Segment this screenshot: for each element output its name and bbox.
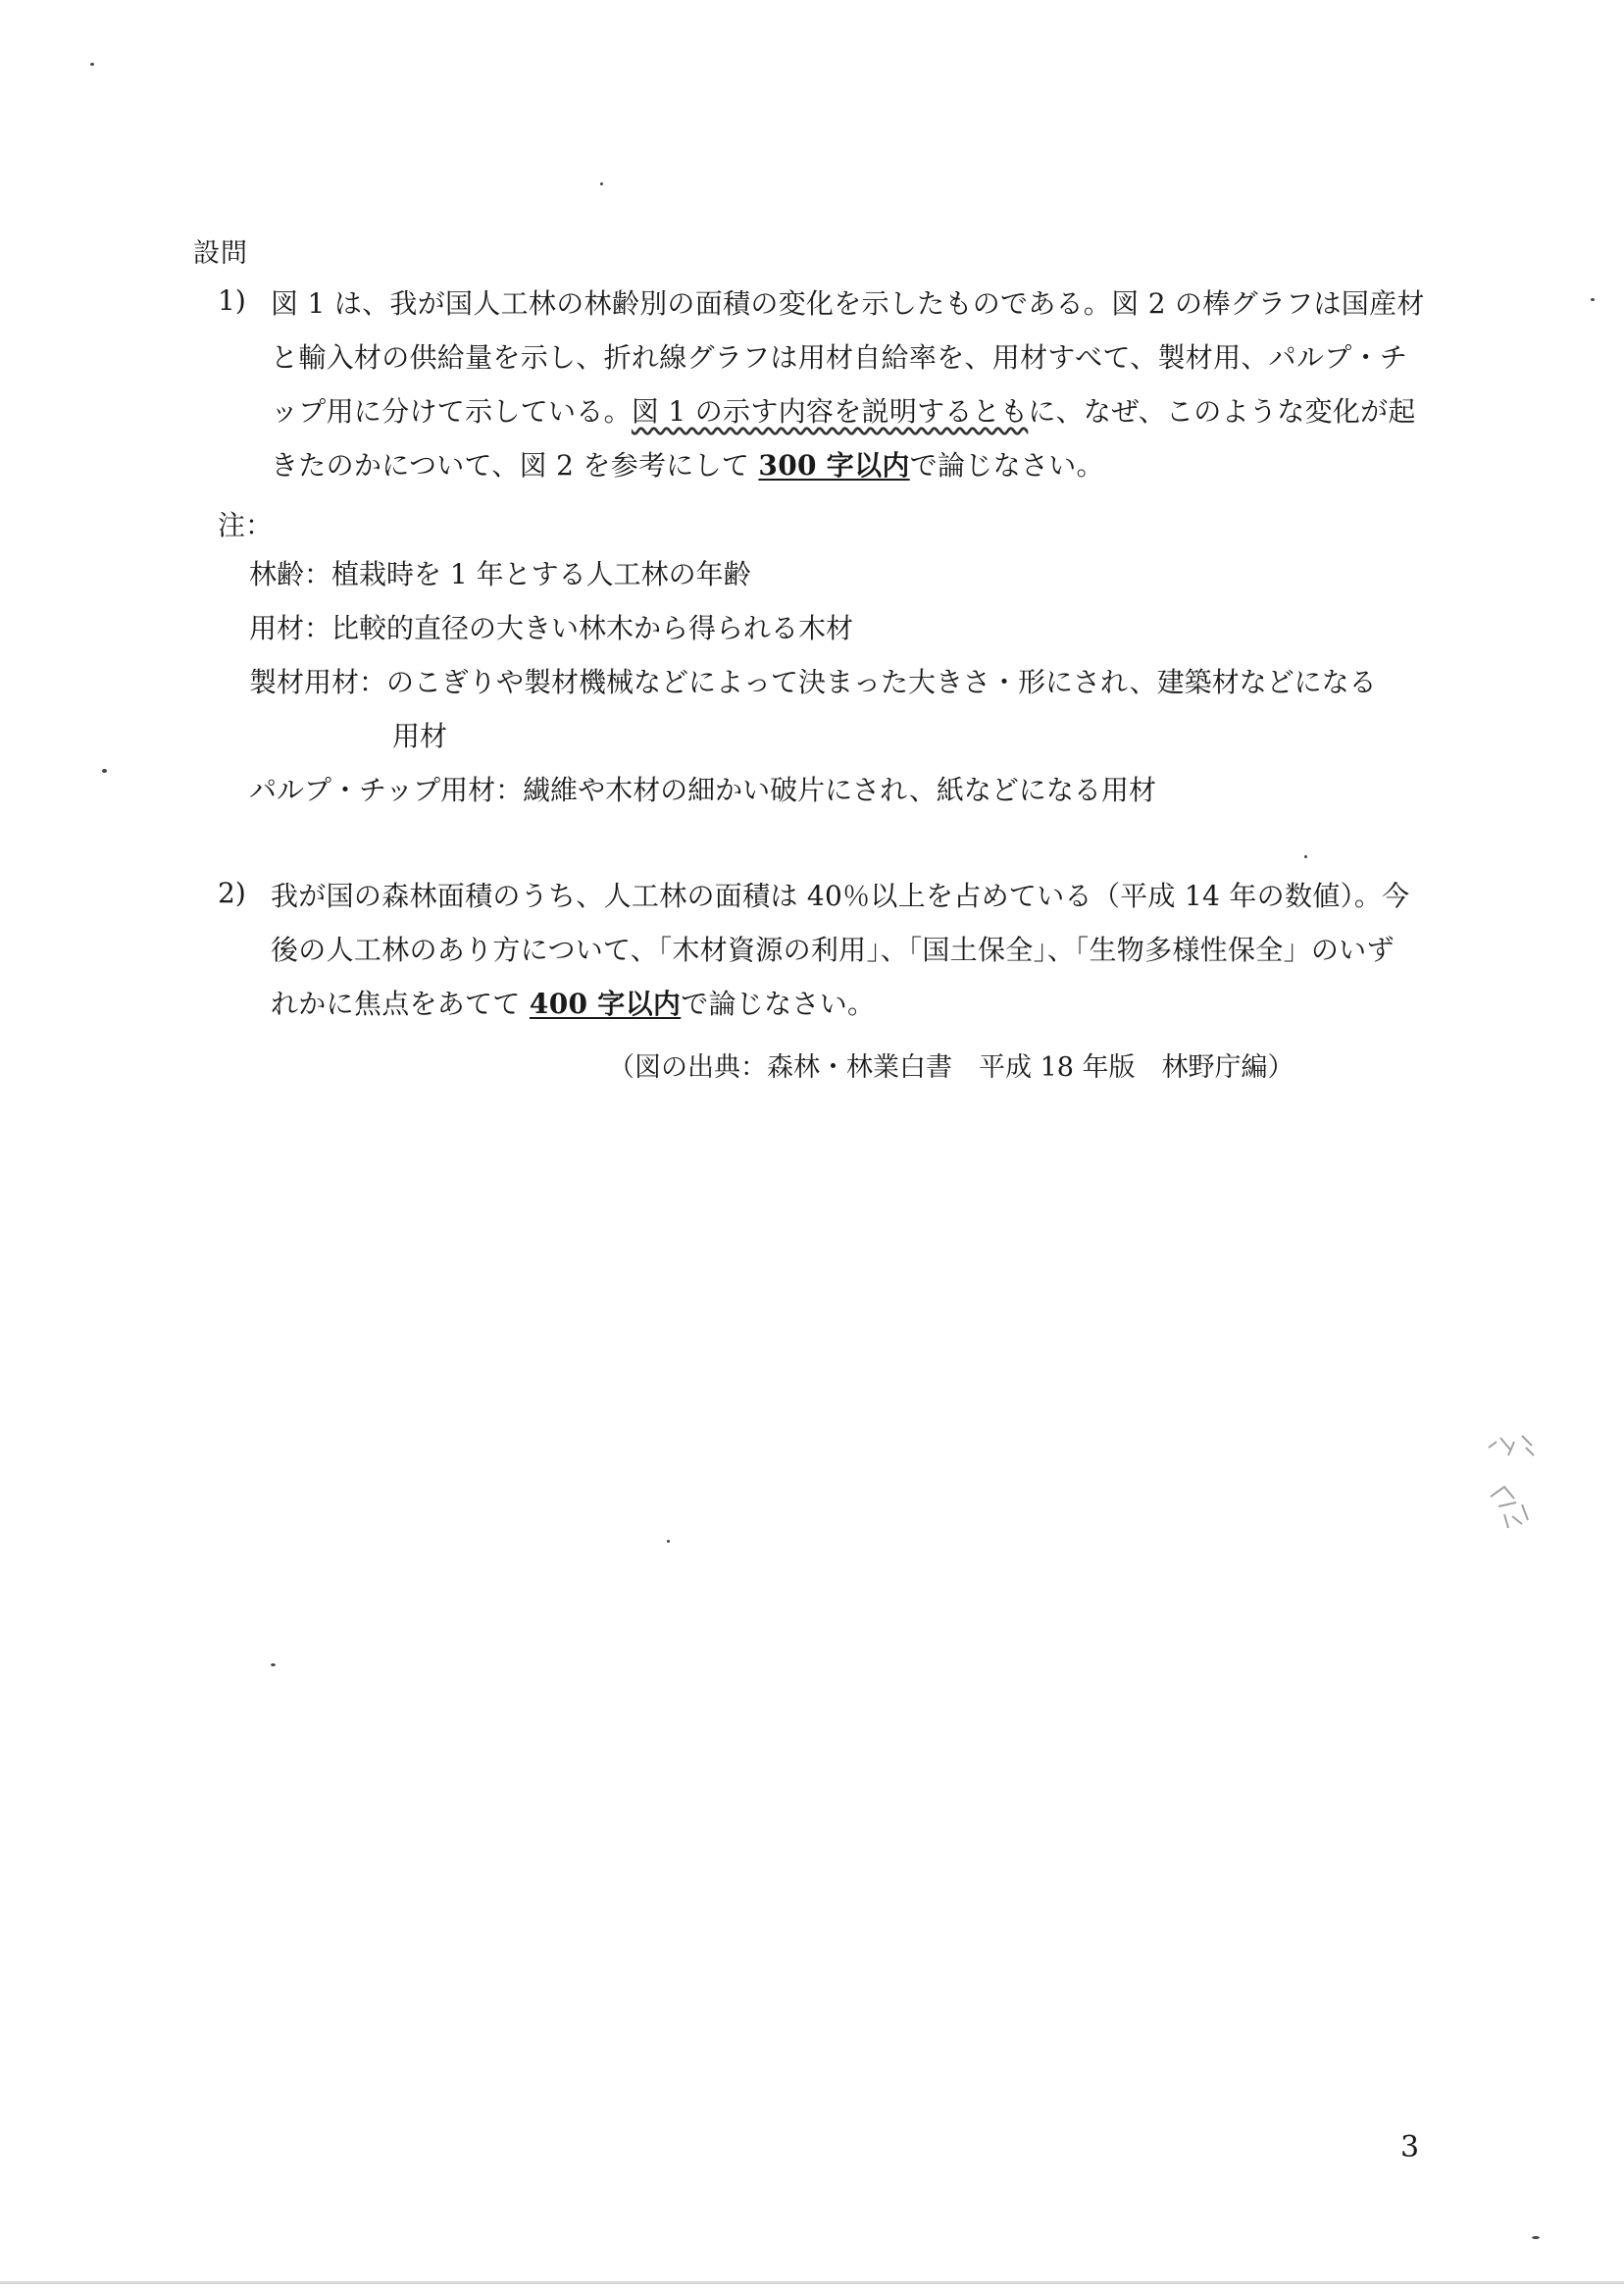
question-2-line-2: 後の人工林のあり方について、「木材資源の利用」、「国土保全」、「生物多様性保全」のいず [271,934,1395,966]
question-1-line-3-c: に、なぜ、このような変化が起 [1028,395,1416,428]
question-1-line-4 [271,446,1457,500]
question-1-text [271,284,1457,500]
question-1-number: 1) [218,284,246,317]
question-2-line-3-b: で論じなさい。 [681,988,876,1020]
note-stand-age: 林齢：植栽時を 1 年とする人工林の年齢 [249,558,751,590]
scan-bottom-edge [0,2281,1624,2284]
question-2-line-3-a: れかに焦点をあてて [271,988,530,1020]
note-sawn-timber: 製材用材：のこぎりや製材機械などによって決まった大きさ・形にされ、建築材などになる [249,666,1377,698]
notes-list [249,555,1475,825]
scan-speck [600,182,603,185]
question-1-word-limit: 300 字以内 [758,449,910,482]
question-2-line-1: 我が国の森林面積のうち、人工林の面積は 40％以上を占めている（平成 14 年の数値）。今 [271,880,1410,912]
question-2-word-limit: 400 字以内 [529,988,682,1020]
note-timber: 用材：比較的直径の大きい林木から得られる木材 [249,612,854,644]
scan-speck [667,1540,670,1543]
question-1-line-3-a: ップ用に分けて示している。 [271,395,632,428]
figure-source-citation: （図の出典：森林・林業白書 平成 18 年版 林野庁編） [608,1052,1294,1083]
question-1-line-3 [271,392,1457,446]
scan-speck [1304,855,1307,858]
question-1-line-4-b: で論じなさい。 [909,449,1104,482]
faint-stamp-mark [1479,1428,1548,1536]
section-heading: 設問 [193,238,248,269]
scan-speck [102,769,107,773]
question-1-line-4-a: きたのかについて、図 2 を参考にして [271,449,759,482]
question-2-text [271,877,1457,1039]
question-1-wavy-underlined-phrase: 図 1 の示す内容を説明するとも [631,395,1029,428]
scan-speck [271,1663,276,1666]
question-1-line-2: と輸入材の供給量を示し、折れ線グラフは用材自給率を、用材すべて、製材用、パルプ・チ [271,341,1408,374]
note-sawn-timber-continued: 用材 [392,720,448,752]
page-number: 3 [1400,2130,1420,2165]
note-pulp-chip: パルプ・チップ用材：繊維や木材の細かい破片にされ、紙などになる用材 [249,774,1156,806]
scan-speck [90,63,94,66]
question-2-line-3 [271,985,1457,1039]
question-2-number: 2) [218,877,246,909]
scan-speck [1532,2236,1540,2239]
scan-speck [1591,298,1595,301]
notes-label: 注： [218,509,274,541]
question-1-line-1: 図 1 は、我が国人工林の林齢別の面積の変化を示したものである。図 2 の棒グラフは国産材 [271,287,1425,320]
